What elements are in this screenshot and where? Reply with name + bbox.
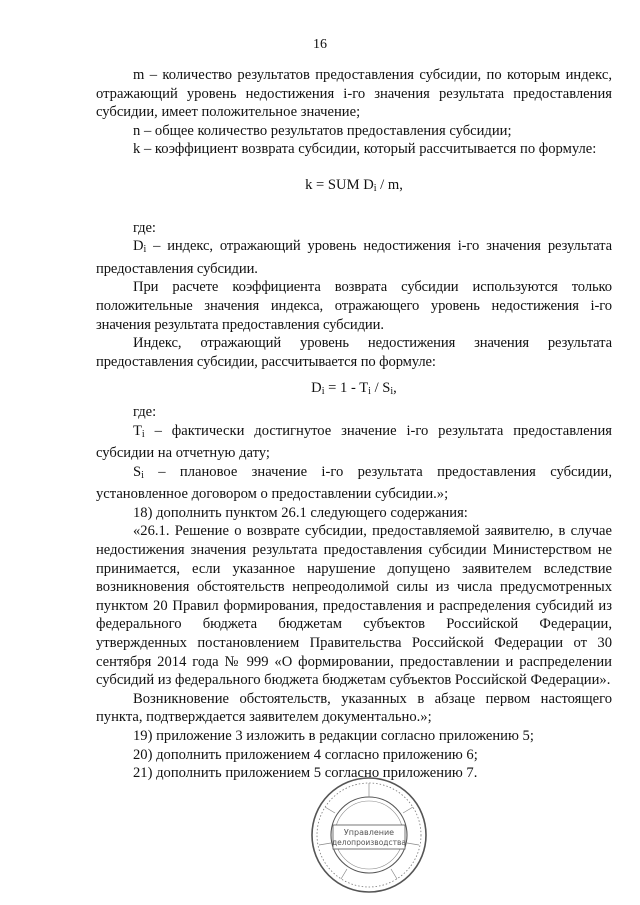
- formula-k-rhs: / m,: [376, 176, 403, 193]
- paragraph-item-21: 21) дополнить приложением 5 согласно приложению 7.: [133, 765, 478, 782]
- formula-d-subscript: i: [321, 386, 325, 398]
- paragraph-item-18: 18) дополнить пунктом 26.1 следующего содержания:: [133, 504, 468, 521]
- paragraph-d-definition: [96, 237, 612, 278]
- s-variable: S: [133, 463, 142, 480]
- office-stamp: [295, 775, 443, 895]
- paragraph-circumstances: Возникновение обстоятельств, указанных в абзаце первом настоящего пункта, подтверждается заявителем документально.»;: [96, 690, 612, 726]
- d-definition-text: – индекс, отражающий уровень недостижения i-го значения результата предоставления субсидии.: [96, 238, 612, 277]
- stamp-text-line-1: Управление: [343, 828, 395, 837]
- paragraph-s-definition: [96, 463, 612, 504]
- document-body: [96, 66, 612, 783]
- paragraph-positive-values: При расчете коэффициента возврата субсидии используются только положительные значения индекса, отражающего уровень недостижения i-го значения результата предоставления субсидии.: [96, 279, 612, 333]
- paragraph-n-definition: n – общее количество результатов предоставления субсидии;: [133, 122, 512, 139]
- stamp-text-line-2: делопроизводства: [331, 838, 407, 847]
- paragraph-item-20: 20) дополнить приложением 4 согласно приложению 6;: [133, 746, 478, 763]
- stamp-seal-icon: [295, 775, 443, 895]
- formula-s-subscript: i: [390, 386, 394, 398]
- where-label-1: где:: [133, 219, 156, 236]
- d-subscript: i: [143, 244, 147, 256]
- formula-d-end: ,: [393, 380, 397, 397]
- paragraph-index-formula-intro: Индекс, отражающий уровень недостижения значения результата предоставления субсидии, рассчитывается по формуле:: [96, 335, 612, 370]
- formula-t-subscript: i: [368, 386, 371, 398]
- formula-d-mid: = 1 - T: [324, 380, 369, 397]
- formula-k-lhs: k = SUM D: [305, 176, 374, 193]
- formula-d: [96, 379, 612, 402]
- where-label-2: где:: [133, 403, 157, 420]
- paragraph-t-definition: [96, 422, 612, 463]
- formula-d-lhs: D: [311, 380, 322, 397]
- formula-k: [96, 176, 612, 199]
- page-number: 16: [313, 37, 327, 52]
- d-variable: D: [133, 238, 144, 255]
- paragraph-clause-26-1: «26.1. Решение о возврате субсидии, предоставляемой заявителю, в случае недостижения значения результата предоставления субсидии Министерством не принимается, если указанное нарушение допущено заявителем вследствие возникновения обстоятельств непреодолимой силы из числа предусмотренных пунктом 20 Правил формирования, предоставления и распределения субсидий из федерального бюджета бюджетам субъектов Российской Федерации, утвержденных постановлением Правительства Российской Федерации от 30 сентября 2014 года № 999 «О формировании, предоставлении и распределении субсидий из федерального бюджета бюджетам субъектов Российской Федерации».: [96, 523, 612, 689]
- s-definition-text: – плановое значение i-го результата предоставления субсидии, установленное договором о предоставлении субсидии.»;: [96, 463, 612, 503]
- formula-k-subscript: i: [373, 182, 377, 194]
- t-variable: T: [133, 422, 142, 439]
- paragraph-k-definition: k – коэффициент возврата субсидии, который рассчитывается по формуле:: [133, 141, 597, 158]
- paragraph-item-19: 19) приложение 3 изложить в редакции согласно приложению 5;: [133, 728, 534, 744]
- t-definition-text: – фактически достигнутое значение i-го результата предоставления субсидии на отчетную дату;: [96, 422, 612, 462]
- t-subscript: i: [141, 428, 145, 440]
- formula-d-slash: / S: [370, 380, 391, 397]
- paragraph-m-definition: m – количество результатов предоставления субсидии, по которым индекс, отражающий уровень недостижения i-го значения результата предоставления субсидии, имеет положительное значение;: [96, 67, 612, 121]
- s-subscript: i: [141, 469, 144, 481]
